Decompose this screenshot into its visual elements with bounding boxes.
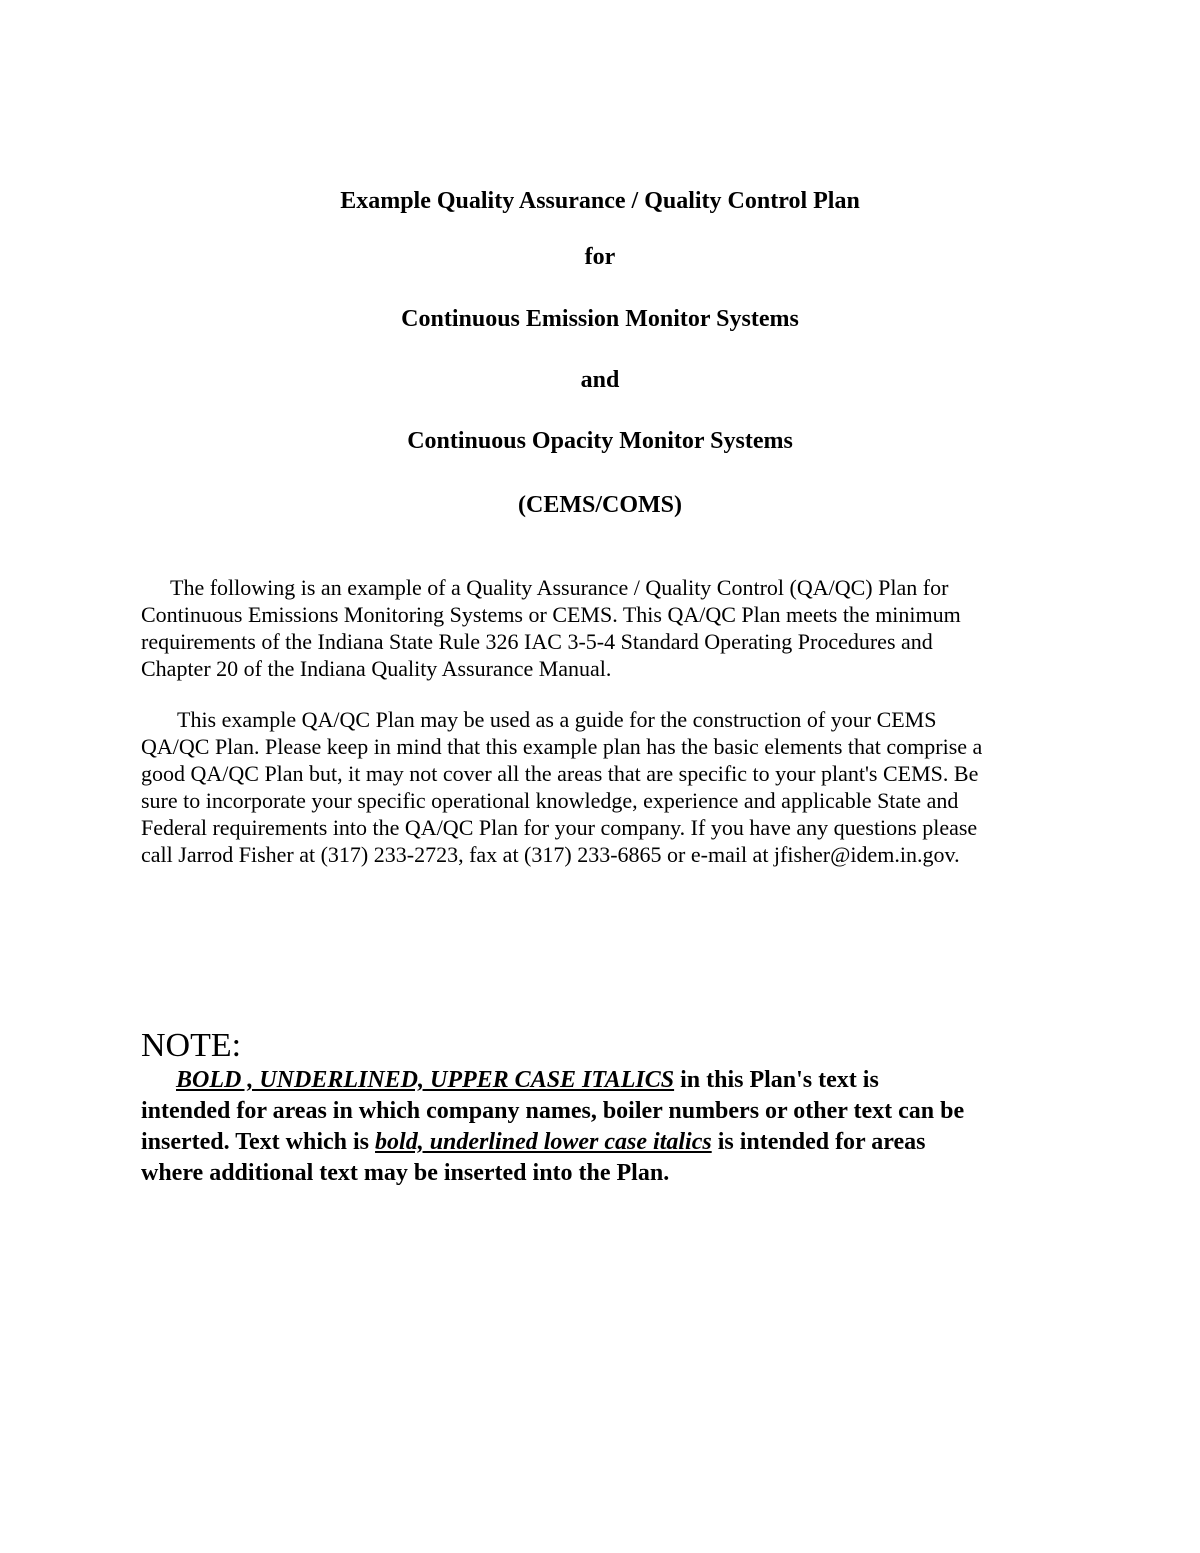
note-text: inserted. Text which is — [141, 1129, 376, 1155]
paragraph-line: sure to incorporate your specific operational knowledge, experience and applicable State and — [141, 788, 959, 813]
paragraph-line: The following is an example of a Quality Assurance / Quality Control (QA/QC) Plan for — [170, 575, 949, 600]
note-line-4: where additional text may be inserted into the Plan. — [141, 1160, 670, 1186]
note-line-1 — [141, 1065, 1081, 1096]
note-label: NOTE: — [141, 1027, 242, 1064]
paragraph-line: Federal requirements into the QA/QC Plan for your company. If you have any questions please — [141, 815, 978, 840]
title-line-6: (CEMS/COMS) — [518, 492, 682, 518]
paragraph-line: Continuous Emissions Monitoring Systems or CEMS. This QA/QC Plan meets the minimum — [141, 602, 961, 627]
title-line-5: Continuous Opacity Monitor Systems — [407, 428, 793, 454]
title-line-4: and — [580, 367, 620, 393]
note-text: is intended for areas — [711, 1129, 926, 1155]
guide-paragraph — [141, 706, 1071, 868]
paragraph-line: Chapter 20 of the Indiana Quality Assurance Manual. — [141, 656, 612, 681]
paragraph-line: good QA/QC Plan but, it may not cover all the areas that are specific to your plant's CEMS. Be — [141, 761, 979, 786]
paragraph-line: This example QA/QC Plan may be used as a guide for the construction of your CEMS — [177, 707, 937, 732]
title-line-2: for — [584, 244, 616, 270]
paragraph-line: call Jarrod Fisher at (317) 233-2723, fax at (317) 233-6865 or e-mail at jfisher@idem.in.gov. — [141, 842, 960, 867]
paragraph-line: QA/QC Plan. Please keep in mind that this example plan has the basic elements that comprise a — [141, 734, 983, 759]
note-body — [141, 1065, 1081, 1189]
intro-paragraph — [141, 574, 1071, 682]
note-line-3 — [141, 1127, 1081, 1158]
paragraph-line: requirements of the Indiana State Rule 326 IAC 3-5-4 Standard Operating Procedures and — [141, 629, 933, 654]
note-text: in this Plan's text is — [674, 1067, 879, 1093]
emphasis-example-upper: BOLD , UNDERLINED, UPPER CASE ITALICS — [176, 1067, 675, 1093]
title-line-1: Example Quality Assurance / Quality Control Plan — [340, 188, 860, 214]
note-line-2: intended for areas in which company names, boiler numbers or other text can be — [141, 1098, 965, 1124]
emphasis-example-lower: bold, underlined lower case italics — [375, 1129, 712, 1155]
title-line-3: Continuous Emission Monitor Systems — [401, 306, 799, 332]
